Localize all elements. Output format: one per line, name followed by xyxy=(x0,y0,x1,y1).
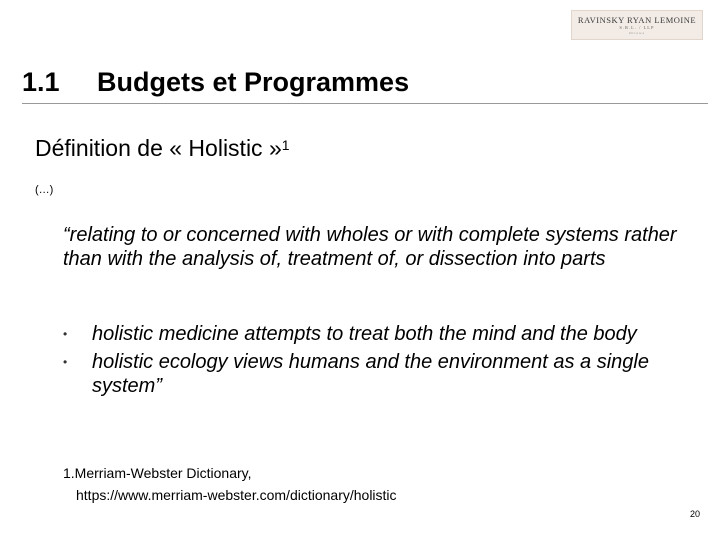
title-divider xyxy=(22,103,708,104)
definition-heading xyxy=(35,134,290,162)
firm-logo xyxy=(571,10,703,40)
logo-name: RAVINSKY RYAN LEMOINE xyxy=(577,14,697,25)
list-item xyxy=(63,350,703,398)
slide-title: Budgets et Programmes xyxy=(97,67,410,97)
bullet-icon: • xyxy=(63,327,68,341)
definition-heading-text: Définition de « Holistic » xyxy=(35,135,282,161)
footnote-source: 1.Merriam-Webster Dictionary, xyxy=(63,465,252,481)
bullet-icon: • xyxy=(63,355,68,369)
definition-quote: “relating to or concerned with wholes or with complete systems rather than with the analysis of, treatment of, or dissection into parts xyxy=(63,224,677,270)
footnote-link[interactable]: https://www.merriam-webster.com/dictionary/holistic xyxy=(76,487,397,503)
list-item-text: holistic medicine attempts to treat both the mind and the body xyxy=(92,323,637,345)
footnote-reference: 1 xyxy=(281,137,290,153)
ellipsis-text: (…) xyxy=(35,184,54,196)
page-number: 20 xyxy=(689,509,700,519)
list-item-text: holistic ecology views humans and the environment as a single system” xyxy=(92,351,649,397)
logo-subline-2: Ottawa xyxy=(628,30,646,35)
footnote xyxy=(63,462,397,506)
logo-subline: S.R.L. / LLP xyxy=(619,24,655,30)
section-number: 1.1 xyxy=(22,67,60,97)
example-list xyxy=(63,322,703,402)
list-item xyxy=(63,322,703,346)
